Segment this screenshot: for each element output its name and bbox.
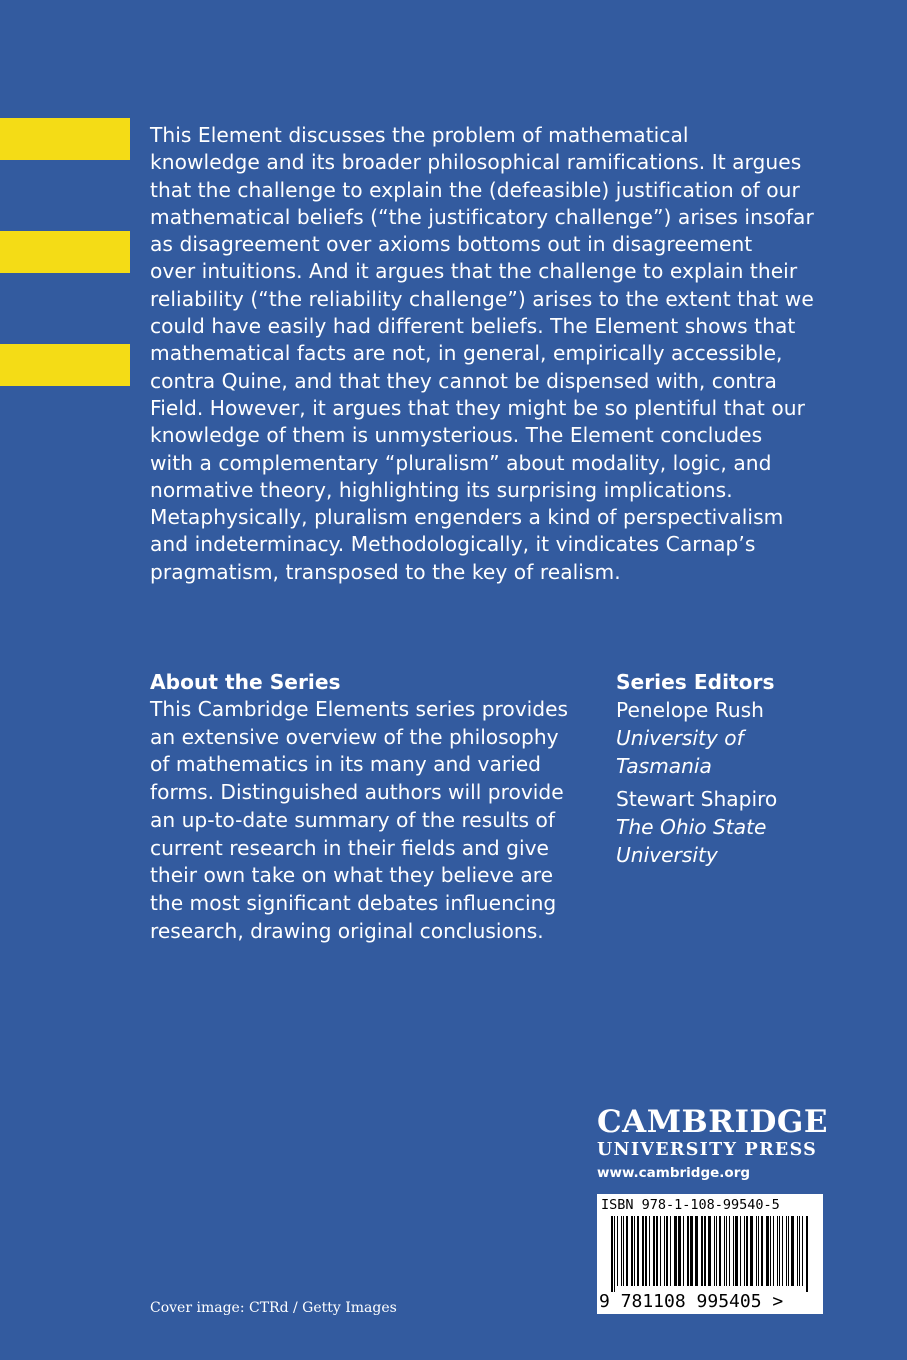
accent-bar <box>0 344 130 386</box>
barcode-bar <box>645 1216 647 1286</box>
barcode-bar <box>770 1216 771 1286</box>
barcode-bar <box>683 1216 684 1286</box>
about-series-heading: About the Series <box>150 670 341 694</box>
barcode-bar <box>802 1216 803 1286</box>
barcode-digits: 9 781108 995405 > <box>599 1291 784 1312</box>
barcode-bar <box>690 1216 693 1286</box>
barcode-bar <box>735 1216 738 1286</box>
barcode-bar <box>746 1216 748 1286</box>
barcode-bar <box>666 1216 668 1286</box>
editor-entry <box>616 696 856 780</box>
book-description: This Element discusses the problem of mathematical knowledge and its broader philosophical ramifications. It argues that the challenge to explain the (defeasible) justification of our mathematical beliefs (“the justificatory challenge”) arises insofar as disagreement over axioms bottoms out in disagreement over intuitions. And it argues that the challenge to explain their reliability (“the reliability challenge”) arises to the extent that we could have easily had different beliefs. The Element shows that mathematical facts are not, in general, empirically accessible, contra Quine, and that they cannot be dispensed with, contra Field. However, it argues that they might be so plentiful that our knowledge of them is unmysterious. The Element concludes with a complementary “pluralism” about modality, logic, and normative theory, highlighting its surprising implications. Metaphysically, pluralism engenders a kind of perspectivalism and indeterminacy. Methodologically, it vindicates Carnap’s pragmatism, transposed to the key of realism. <box>150 123 814 584</box>
barcode-bar <box>761 1216 763 1286</box>
barcode-bar <box>614 1216 615 1292</box>
barcode-bar <box>660 1216 661 1286</box>
barcode-bar <box>634 1216 635 1286</box>
barcode-bar <box>664 1216 665 1286</box>
publisher-url: www.cambridge.org <box>597 1165 751 1181</box>
barcode-bar <box>623 1216 624 1286</box>
barcode-bar <box>695 1216 698 1286</box>
barcode-bar <box>716 1216 717 1286</box>
publisher-name: CAMBRIDGE <box>597 1104 828 1140</box>
barcode-bar <box>626 1216 628 1286</box>
barcode-bar <box>701 1216 703 1286</box>
barcode-bar <box>766 1216 769 1286</box>
barcode-bar <box>788 1216 789 1286</box>
barcode-bar <box>649 1216 650 1286</box>
barcode-bar <box>756 1216 757 1286</box>
accent-bar <box>0 118 130 160</box>
barcode-bar <box>708 1216 711 1286</box>
barcode-bar <box>779 1216 780 1286</box>
barcode-bar <box>726 1216 727 1286</box>
barcode-bar <box>678 1216 681 1286</box>
cover-image-credit: Cover image: CTRd / Getty Images <box>150 1300 397 1316</box>
barcode-bar <box>621 1216 622 1286</box>
barcode-bar <box>670 1216 671 1286</box>
barcode-bar <box>806 1216 808 1292</box>
barcode-bar <box>653 1216 655 1286</box>
barcode-bar <box>758 1216 759 1286</box>
barcode-bar <box>674 1216 677 1286</box>
barcode-bar <box>733 1216 734 1286</box>
barcode-bar <box>791 1216 794 1286</box>
barcode-bar <box>750 1216 753 1286</box>
barcode-bar <box>724 1216 725 1286</box>
barcode-bar <box>642 1216 644 1286</box>
editor-name: Penelope Rush <box>616 698 764 722</box>
accent-bar <box>0 231 130 273</box>
barcode-bars <box>611 1216 811 1292</box>
barcode-bar <box>687 1216 689 1286</box>
isbn-text: ISBN 978-1-108-99540-5 <box>601 1197 780 1213</box>
barcode-bar <box>797 1216 798 1286</box>
barcode-bar <box>729 1216 730 1286</box>
editor-entry <box>616 785 856 869</box>
barcode-bar <box>611 1216 613 1292</box>
barcode-bar <box>744 1216 745 1286</box>
editor-affiliation: The Ohio State University <box>616 815 767 867</box>
barcode-bar <box>773 1216 774 1286</box>
barcode-bar <box>777 1216 778 1286</box>
barcode-bar <box>637 1216 639 1286</box>
series-editors-heading: Series Editors <box>616 670 775 694</box>
about-series-text: This Cambridge Elements series provides an extensive overview of the philosophy of mathematics in its many and varied forms. Distinguished authors will provide an up-to-date summary of the results of current research in their fields and give their own take on what they believe are the most significant debates influencing research, drawing original conclusions. <box>150 697 569 943</box>
barcode-bar <box>656 1216 658 1286</box>
barcode-bar <box>719 1216 721 1286</box>
barcode-bar <box>631 1216 633 1286</box>
barcode-bar <box>617 1216 618 1286</box>
barcode-bar <box>740 1216 741 1286</box>
barcode-bar <box>782 1216 783 1286</box>
editor-affiliation: University of Tasmania <box>616 726 744 778</box>
publisher-logo <box>597 1104 837 1183</box>
about-series-section <box>150 668 600 945</box>
editor-name: Stewart Shapiro <box>616 787 778 811</box>
barcode-bar <box>714 1216 715 1286</box>
publisher-subname: UNIVERSITY PRESS <box>597 1140 818 1160</box>
barcode-bar <box>799 1216 800 1286</box>
barcode-bar <box>786 1216 787 1286</box>
series-editors-section <box>616 668 856 874</box>
isbn-barcode <box>597 1194 823 1314</box>
barcode-bar <box>704 1216 706 1286</box>
